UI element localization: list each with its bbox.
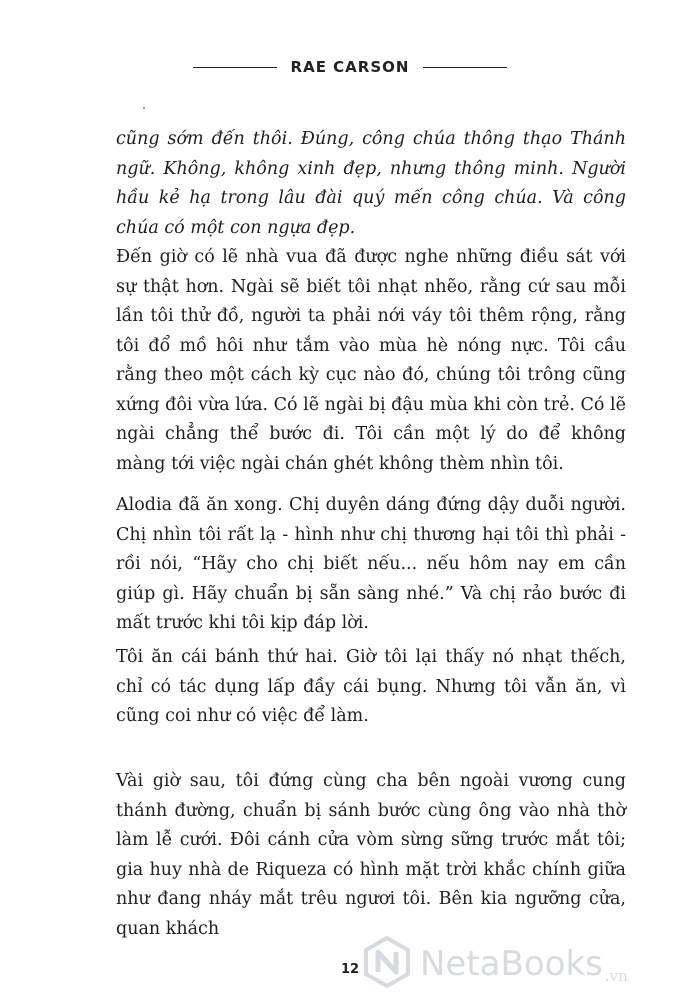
page-number: 12	[340, 962, 360, 977]
paragraph-text: Vài giờ sau, tôi đứng cùng cha bên ngoài vương cung thánh đường, chuẩn bị sánh bước cùng ông vào nhà thờ làm lễ cưới. Đôi cánh cửa vòm sừng sững trước mắt tôi; gia huy nhà de Riqueza có hình mặt trời khắc chính giữa như đang nháy mắt trêu ngươi tôi. Bên kia ngưỡng cửa, quan khách	[116, 771, 626, 939]
speck	[143, 107, 145, 109]
paragraph-text: Đến giờ có lẽ nhà vua đã được nghe những điều sát với sự thật hơn. Ngài sẽ biết tôi nhạt nhẽo, rằng cứ sau mỗi lần tôi thử đồ, người ta phải nới váy tôi thêm rộng, rằng tôi đổ mồ hôi như tắm vào mùa hè nóng nực. Tôi cầu rằng theo một cách kỳ cục nào đó, chúng tôi trông cũng xứng đôi vừa lứa. Có lẽ ngài bị đậu mùa khi còn trẻ. Có lẽ ngài chẳng thể bước đi. Tôi cần một lý do để không màng tới việc ngài chán ghét không thèm nhìn tôi.	[116, 247, 626, 474]
paragraph-text: Tôi ăn cái bánh thứ hai. Giờ tôi lại thấy nó nhạt thếch, chỉ có tác dụng lấp đầy cái bụng. Nhưng tôi vẫn ăn, vì cũng coi như có việc để làm.	[116, 647, 626, 726]
header-rule-right	[423, 67, 507, 68]
paragraph-text: Alodia đã ăn xong. Chị duyên dáng đứng dậy duỗi người. Chị nhìn tôi rất lạ - hình như chị thương hại tôi thì phải - rồi nói, “Hãy cho chị biết nếu... nếu hôm nay em cần giúp gì. Hãy chuẩn bị sẵn sàng nhé.” Và chị rảo bước đi mất trước khi tôi kịp đáp lời.	[116, 495, 626, 633]
running-title: RAE CARSON	[290, 58, 410, 76]
paragraph-3	[116, 643, 626, 732]
watermark-text: NetaBooks	[420, 944, 603, 984]
paragraph-1	[116, 243, 626, 479]
watermark	[360, 935, 628, 993]
running-header	[0, 52, 700, 82]
paragraph-4	[116, 767, 626, 944]
watermark-suffix: .vn	[604, 967, 628, 985]
header-rule-left	[193, 67, 277, 68]
paragraph-text: cũng sớm đến thôi. Đúng, công chúa thông thạo Thánh ngữ. Không, không xinh đẹp, nhưng thông minh. Người hầu kẻ hạ trong lâu đài quý mến công chúa. Và công chúa có một con ngựa đẹp.	[116, 129, 626, 238]
paragraph-2	[116, 491, 626, 639]
paragraph-italic-continuation	[116, 125, 626, 243]
netabooks-logo-icon	[360, 935, 414, 993]
